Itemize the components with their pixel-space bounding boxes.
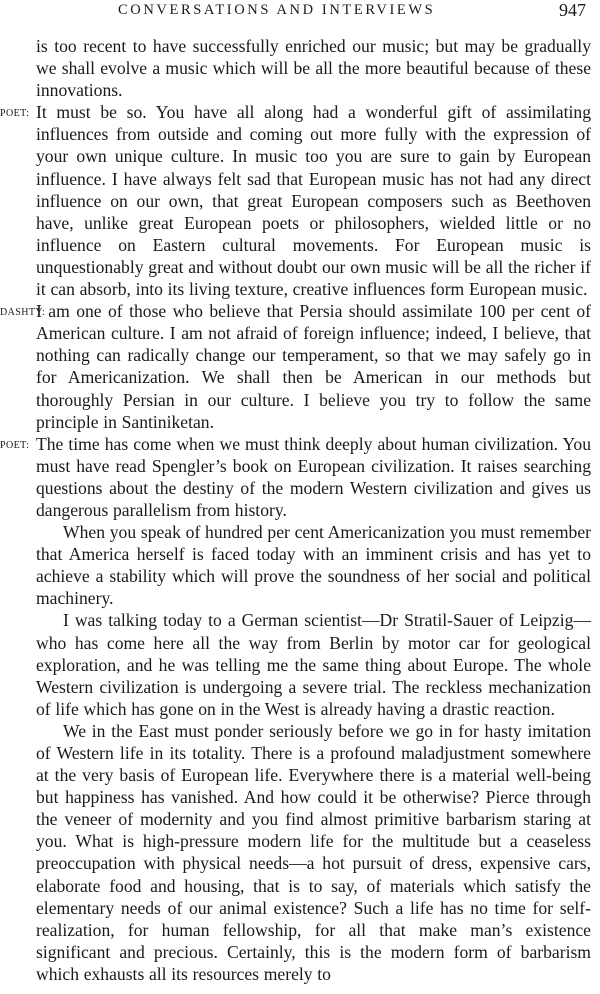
paragraph [0, 101, 591, 300]
body-text [0, 35, 591, 985]
page-number: 947 [559, 0, 586, 20]
paragraph-text: I was talking today to a German scientist—Dr Stratil-Sauer of Leipzig—who has come here all the way from Berlin by motor car for geological exploration, and he was telling me the same thing about Europe. The whole Western civilization is undergoing a severe trial. The reckless mechanization of life which has gone on in the West is already having a drastic reaction. [36, 610, 591, 719]
paragraph-text: We in the East must ponder seriously before we go in for hasty imitation of Western life in its totality. There is a profound maladjustment somewhere at the very basis of European life. Everywhere there is a material well-being but happiness has vanished. And how could it be otherwise? Pierce through the veneer of modernity and you find almost primitive barbarism staring at you. What is high-pressure modern life for the multitude but a ceaseless preoccupation with physical needs—a hot pursuit of dress, expensive cars, elaborate food and housing, that is to say, of materials which satisfy the elementary needs of our animal existence? Such a life has no time for self-realization, for human fellowship, for all that make man’s existence significant and precious. Certainly, this is the modern form of barbarism which exhausts all its resources merely to [36, 720, 591, 984]
paragraph-text: It must be so. You have all along had a wonderful gift of assimilating influences from outside and coming out more fully with the expression of your own unique culture. In music too you are sure to gain by European influence. I have always felt sad that European music has not had any direct influence on our own, that great European composers such as Beethoven have, unlike great European poets or philosophers, wielded little or no influence on Eastern cultural movements. For European music is unquestionably great and without doubt our own music will be all the richer if it can absorb, into its living texture, creative influences form European music. [36, 102, 591, 300]
speaker-label: POET: [0, 439, 30, 451]
speaker-label: DASHTY: [0, 307, 46, 319]
speaker-label: POET: [0, 108, 30, 120]
paragraph-text: is too recent to have successfully enriched our music; but may be gradually we shall evolve a music which will be all the more beautiful because of these innovations. [36, 36, 591, 101]
paragraph [36, 521, 591, 609]
paragraph-text: I am one of those who believe that Persia should assimilate 100 per cent of American culture. I am not afraid of foreign influence; indeed, I believe, that nothing can radically change our temperament, so that we may safely go in for Americanization. We shall then be American in our methods but thoroughly Persian in our culture. I believe you try to follow the same principle in Santiniketan. [36, 301, 591, 432]
paragraph [0, 433, 591, 521]
paragraph-text: When you speak of hundred per cent Americanization you must remember that America herself is faced today with an imminent crisis and has yet to achieve a stability which will prove the soundness of her social and political machinery. [36, 522, 591, 609]
running-title: CONVERSATIONS AND INTERVIEWS [118, 2, 436, 18]
paragraph [0, 300, 591, 433]
paragraph [36, 609, 591, 719]
paragraph [36, 720, 591, 985]
paragraph [36, 35, 591, 101]
running-head [0, 0, 600, 26]
paragraph-text: The time has come when we must think deeply about human civilization. You must have read Spengler’s book on European civilization. It raises searching questions about the destiny of the modern Western civilization and gives us dangerous parallelism from history. [36, 433, 591, 520]
